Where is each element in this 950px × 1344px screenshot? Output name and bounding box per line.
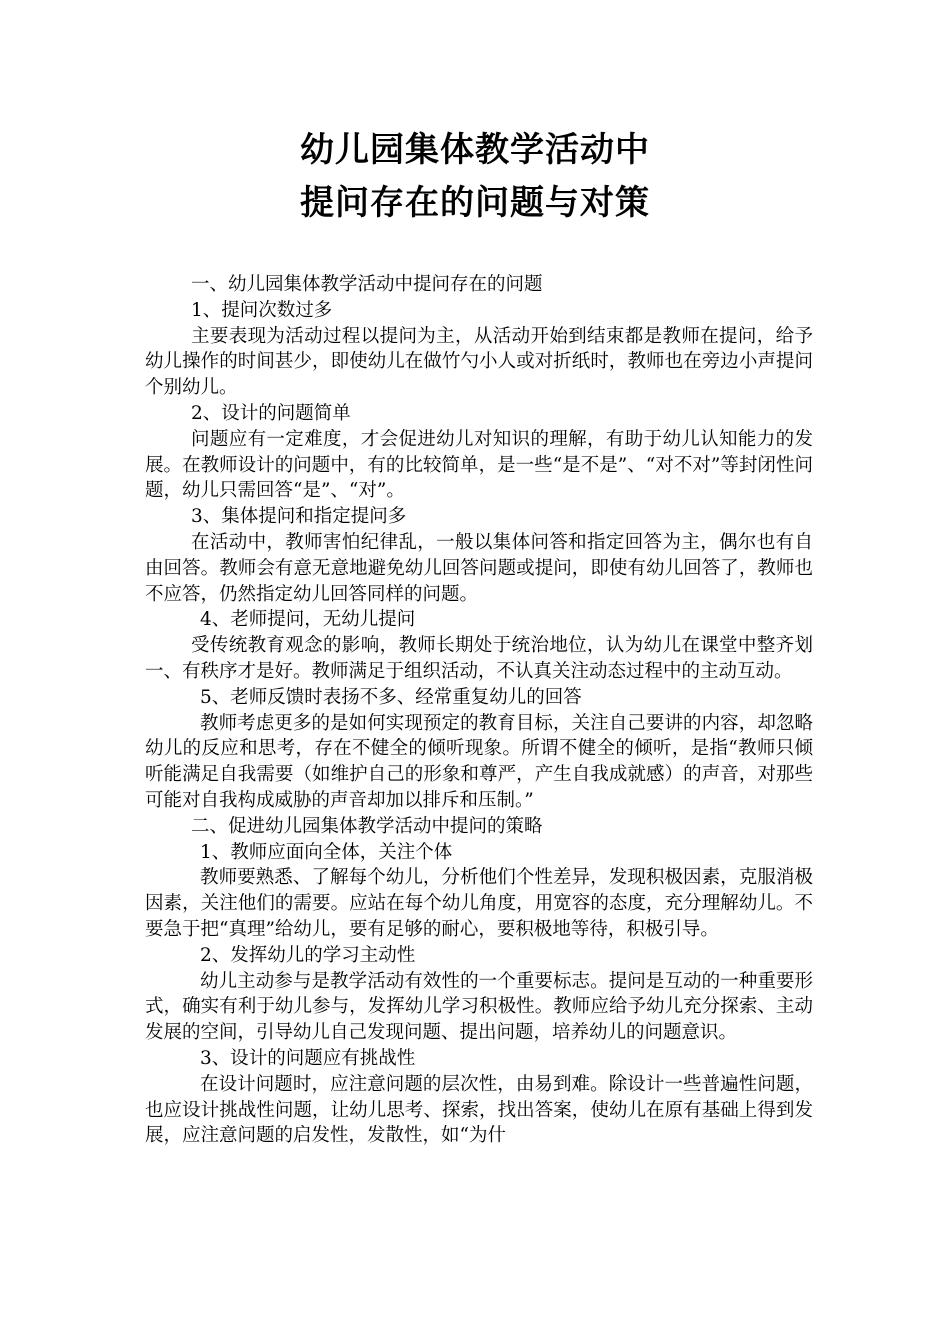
paragraph: 主要表现为活动过程以提问为主，从活动开始到结束都是教师在提问，给予幼儿操作的时间甚少，即使幼儿在做竹勺小人或对折纸时，教师也在旁边小声提问个别幼儿。 [145,325,813,399]
document-body [145,272,813,1149]
subsection-heading: 2、设计的问题简单 [191,402,351,424]
document-title-line-2: 提问存在的问题与对策 [300,183,650,223]
subsection-heading: 4、老师提问，无幼儿提问 [200,609,416,631]
subsection-heading: 3、集体提问和指定提问多 [191,506,407,528]
subsection-heading: 5、老师反馈时表扬不多、经常重复幼儿的回答 [200,686,582,708]
subsection-heading: 1、教师应面向全体，关注个体 [200,841,453,863]
document-title-line-1: 幼儿园集体教学活动中 [300,130,650,170]
paragraph: 在设计问题时，应注意问题的层次性，由易到难。除设计一些普遍性问题，也应设计挑战性问题，让幼儿思考、探索，找出答案，使幼儿在原有基础上得到发展，应注意问题的启发性，发散性，如“为什 [145,1073,813,1147]
subsection-heading: 2、发挥幼儿的学习主动性 [200,944,416,966]
paragraph: 问题应有一定难度，才会促进幼儿对知识的理解，有助于幼儿认知能力的发展。在教师设计的问题中，有的比较简单，是一些“是不是”、“对不对”等封闭性问题，幼儿只需回答“是”、“对”。 [145,428,813,502]
subsection-heading: 3、设计的问题应有挑战性 [200,1047,416,1069]
paragraph: 在活动中，教师害怕纪律乱，一般以集体问答和指定回答为主，偶尔也有自由回答。教师会有意无意地避免幼儿回答问题或提问，即使有幼儿回答了，教师也不应答，仍然指定幼儿回答同样的问题。 [145,531,813,605]
paragraph: 幼儿主动参与是教学活动有效性的一个重要标志。提问是互动的一种重要形式，确实有利于幼儿参与，发挥幼儿学习积极性。教师应给予幼儿充分探索、主动发展的空间，引导幼儿自己发现问题、提出问题，培养幼儿的问题意识。 [145,970,813,1044]
section-heading: 一、幼儿园集体教学活动中提问存在的问题 [191,274,543,295]
subsection-heading: 1、提问次数过多 [191,299,333,321]
paragraph: 受传统教育观念的影响，教师长期处于统治地位，认为幼儿在课堂中整齐划一、有秩序才是好。教师满足于组织活动，不认真关注动态过程中的主动互动。 [145,635,813,682]
section-heading: 二、促进幼儿园集体教学活动中提问的策略 [191,815,543,837]
paragraph: 教师考虑更多的是如何实现预定的教育目标，关注自己要讲的内容，却忽略幼儿的反应和思考，存在不健全的倾听现象。所谓不健全的倾听，是指“教师只倾听能满足自我需要（如维护自己的形象和尊严，产生自我成就感）的声音，对那些可能对自我构成威胁的声音却加以排斥和压制。” [145,712,813,811]
paragraph: 教师要熟悉、了解每个幼儿，分析他们个性差异，发现积极因素，克服消极因素，关注他们的需要。应站在每个幼儿角度，用宽容的态度，充分理解幼儿。不要急于把“真理”给幼儿，要有足够的耐心，要积极地等待，积极引导。 [145,867,813,940]
